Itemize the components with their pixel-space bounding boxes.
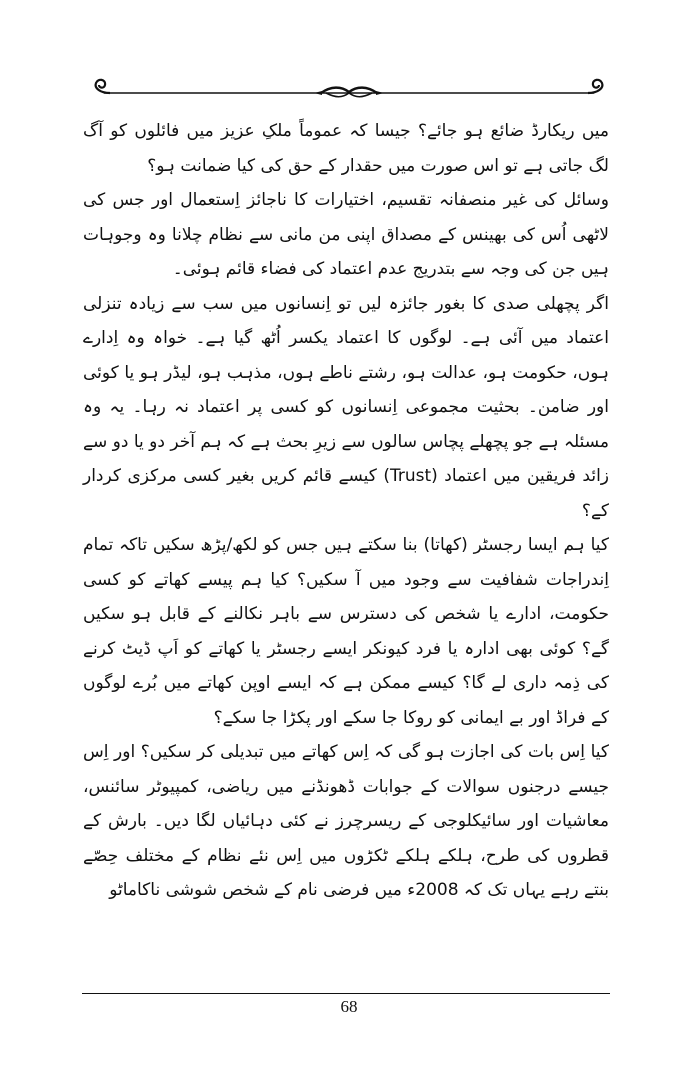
ornament-divider-icon [86, 74, 612, 104]
footer-divider [82, 993, 610, 994]
paragraph-4: کیا ہم ایسا رجسٹر (کھاتا) بنا سکتے ہیں جس کو لکھ/پڑھ سکیں تاکہ تمام اِندراجات شفافیت سے وجود میں آ سکیں؟ کیا ہم پیسے کھاتے کو کسی حکومت، ادارے یا شخص کی دسترس سے باہر نکالنے کے قابل ہو سکیں گے؟ کوئی بھی ادارہ یا فرد کیونکر ایسے رجسٹر یا کھاتے کو اَپ ڈیٹ کرنے کی ذِمہ داری لے گا؟ کیسے ممکن ہے کہ ایسے اوپن کھاتے میں بُرے لوگوں کے فراڈ اور بے ایمانی کو روکا جا سکے اور پکڑا جا سکے؟ [83, 535, 609, 728]
paragraph-3: اگر پچھلی صدی کا بغور جائزہ لیں تو اِنسانوں میں سب سے زیادہ تنزلی اعتماد میں آئی ہے۔ لوگوں کا اعتماد یکسر اُٹھ گیا ہے۔ خواہ وہ اِدارے ہوں، حکومت ہو، عدالت ہو، رشتے ناطے ہوں، مذہب ہو، لیڈر ہو یا کوئی اور ضامن۔ بحثیت مجموعی اِنسانوں کو کسی پر اعتماد نہ رہا۔ یہ وہ مسئلہ ہے جو پچھلے پچاس سالوں سے زیرِ بحث ہے کہ ہم آخر دو یا دو سے زائد فریقین میں اعتماد (Trust) کیسے قائم کریں بغیر کسی مرکزی کردار کے؟ [83, 293, 609, 521]
header-ornament [86, 74, 612, 104]
paragraph-5: کیا اِس بات کی اجازت ہو گی کہ اِس کھاتے میں تبدیلی کر سکیں؟ اور اِس جیسے درجنوں سوالات کے جوابات ڈھونڈنے میں ریاضی، کمپیوٹر سائنس، معاشیات اور سائیکلوجی کے ریسرچرز نے کئی دہائیاں لگا دیں۔ بارش کے قطروں کی طرح، ہلکے ہلکے ٹکڑوں میں اِس نئے نظام کے مختلف حِصّے بنتے رہے یہاں تک کہ 2008ء میں فرضی نام کے شخص شوشی ناکاماٹو [83, 742, 609, 900]
paragraph-1: میں ریکارڈ ضائع ہو جائے؟ جیسا کہ عموماً ملکِ عزیز میں فائلوں کو آگ لگ جاتی ہے تو اس صورت میں حقدار کے حق کی کیا ضمانت ہو؟ [83, 121, 609, 176]
page-body [83, 114, 609, 908]
page-number: 68 [340, 997, 358, 1016]
paragraph-2: وسائل کی غیر منصفانہ تقسیم، اختیارات کا ناجائز اِستعمال اور جس کی لاٹھی اُس کی بھینس کے مصداق اپنی من مانی سے نظام چلانا وہ وجوہات ہیں جن کی وجہ سے بتدریج عدم اعتماد کی فضاء قائم ہوئی۔ [83, 190, 609, 279]
